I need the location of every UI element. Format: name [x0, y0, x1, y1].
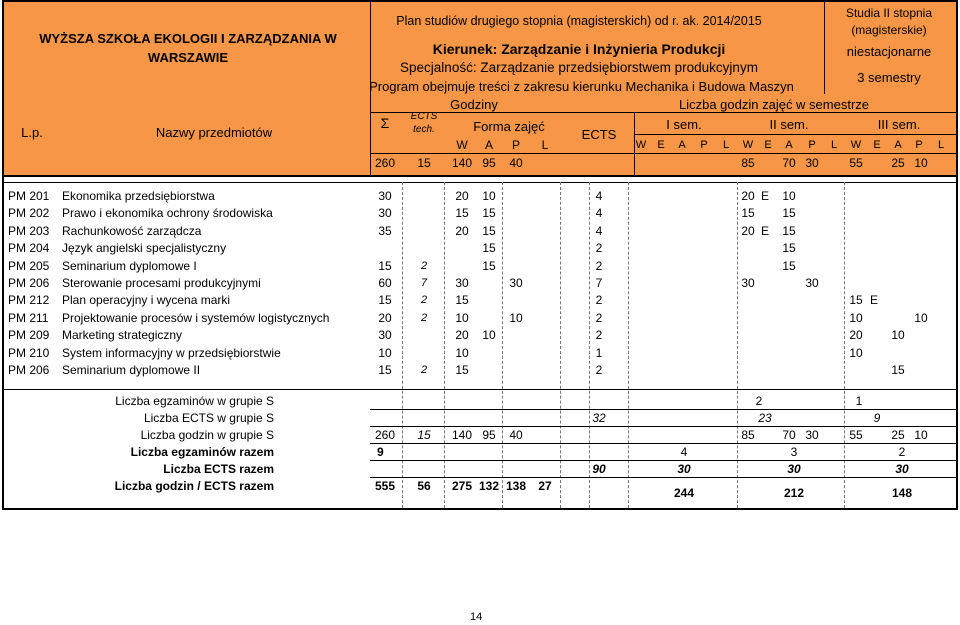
subject-sum: 30 [378, 189, 392, 203]
summary-value: 9 [377, 445, 384, 459]
subject-s1W: 15 [741, 206, 755, 221]
subject-tech: 2 [420, 294, 428, 307]
subject-tech: 2 [420, 364, 428, 376]
header-total-sum: 260 [374, 156, 396, 170]
subject-s1A: 15 [782, 258, 796, 273]
s2-E: E [764, 139, 772, 151]
subject-tech: 7 [420, 277, 428, 289]
subject-s2P: 30 [805, 276, 819, 290]
subject-W: 20 [455, 189, 469, 203]
liczba-semestrow: 3 semestry [857, 70, 921, 85]
summary-line [370, 426, 956, 427]
sigma-header: Σ [380, 115, 390, 131]
subject-A: 10 [482, 189, 496, 203]
subject-s3A: 15 [891, 363, 905, 377]
header-bottom-border [4, 175, 956, 177]
subject-s1A: 15 [782, 223, 796, 238]
subject-ects: 2 [595, 293, 603, 308]
subject-s1A: 15 [782, 206, 796, 221]
study-plan-sheet [2, 0, 958, 510]
godziny-header: Godziny [450, 97, 498, 112]
nazwy-header: Nazwy przedmiotów [155, 125, 273, 140]
summary-value: 15 [417, 428, 431, 442]
s1-P: P [700, 139, 708, 151]
subject-ects: 7 [595, 276, 603, 290]
summary-value: 10 [914, 428, 928, 442]
subject-s1A: 15 [782, 241, 796, 256]
subject-sum: 30 [378, 328, 392, 343]
summary-value: 148 [891, 486, 913, 500]
subject-A: 15 [482, 206, 496, 221]
summary-line [4, 389, 956, 390]
summary-line [370, 443, 956, 444]
forma-zajec-header: Forma zajęć [473, 119, 545, 134]
header-total-s2P: 30 [805, 156, 819, 170]
table-row [4, 310, 956, 328]
subject-code: PM 212 [8, 293, 50, 308]
header-total-W: 140 [451, 156, 473, 170]
summary-value: 27 [538, 479, 552, 493]
subject-W: 10 [455, 345, 469, 360]
table-row [4, 240, 956, 258]
summary-value: 85 [741, 428, 755, 442]
s2-W: W [742, 139, 754, 151]
school-name-line1: WYŻSZA SZKOŁA EKOLOGII I ZARZĄDZANIA W [39, 31, 337, 46]
subject-W: 20 [455, 328, 469, 343]
subject-s3W: 15 [849, 293, 863, 308]
table-row [4, 345, 956, 363]
header-line [824, 2, 825, 94]
summary-value: 244 [673, 486, 695, 500]
sem2-header: II sem. [769, 117, 809, 132]
subject-sum: 10 [378, 345, 392, 360]
summary-label: Liczba ECTS razem [163, 462, 274, 476]
summary-value: 23 [758, 411, 772, 425]
subject-sum: 35 [378, 223, 392, 238]
subject-A: 10 [482, 328, 496, 343]
subject-A: 15 [482, 241, 496, 256]
subject-name: Seminarium dyplomowe I [62, 258, 197, 273]
s3-P: P [915, 139, 923, 151]
ects-tech-header-2: tech. [413, 124, 435, 135]
sem1-header: I sem. [666, 117, 702, 132]
s3-L: L [937, 139, 945, 151]
s1-A: A [678, 139, 686, 151]
summary-value: 25 [891, 428, 905, 442]
subject-s1W: 20 [741, 189, 755, 203]
s2-L: L [830, 139, 838, 151]
header-total-s3W: 55 [849, 156, 863, 170]
subject-code: PM 206 [8, 276, 50, 290]
table-row [4, 205, 956, 223]
subject-name: Ekonomika przedsiębiorstwa [62, 189, 215, 203]
subject-code: PM 204 [8, 241, 50, 256]
summary-value: 555 [374, 479, 396, 493]
liczba-godzin-header: Liczba godzin zajęć w semestrze [678, 97, 870, 112]
subject-s1A: 10 [782, 189, 796, 203]
header-total-A: 95 [482, 156, 496, 170]
tryb-studiow: niestacjonarne [846, 44, 932, 59]
subject-name: Język angielski specjalistyczny [62, 241, 227, 256]
s2-P: P [808, 139, 816, 151]
summary-label: Liczba godzin w grupie S [140, 428, 274, 442]
subject-code: PM 209 [8, 328, 50, 343]
s3-E: E [873, 139, 881, 151]
subject-name: Projektowanie procesów i systemów logistycznych [62, 310, 330, 325]
subject-sum: 15 [378, 363, 392, 377]
summary-value: 2 [898, 445, 906, 459]
subject-name: Plan operacyjny i wycena marki [62, 293, 231, 308]
table-row [4, 223, 956, 241]
subject-tech: 2 [420, 259, 428, 272]
subject-s3W: 10 [849, 345, 863, 360]
summary-value: 138 [505, 479, 527, 493]
summary-value: 1 [855, 394, 863, 408]
forma-A: A [484, 138, 493, 152]
subject-sum: 30 [378, 206, 392, 221]
summary-label: Liczba ECTS w grupie S [143, 411, 274, 425]
specjalnosc-title: Specjalność: Zarządzanie przedsiębiorstwem produkcyjnym [400, 60, 758, 75]
kierunek-title: Kierunek: Zarządzanie i Inżynieria Produkcji [432, 41, 726, 57]
subject-ects: 2 [595, 241, 603, 256]
header-line [370, 2, 371, 175]
subject-s1W: 20 [741, 223, 755, 238]
summary-value: 212 [783, 486, 805, 500]
subject-ects: 4 [595, 206, 603, 221]
subject-ects: 2 [595, 258, 603, 273]
subject-sum: 15 [378, 293, 392, 308]
subject-code: PM 211 [8, 310, 49, 325]
subject-code: PM 201 [8, 189, 50, 203]
subject-code: PM 206 [8, 363, 50, 377]
summary-label: Liczba egzaminów w grupie S [115, 394, 274, 408]
subject-name: Sterowanie procesami produkcyjnymi [62, 276, 261, 290]
lp-header: L.p. [21, 125, 43, 140]
subject-W: 15 [455, 206, 469, 221]
summary-value: 90 [592, 462, 606, 476]
header-total-tech: 15 [417, 156, 431, 170]
summary-value: 40 [509, 428, 523, 442]
forma-P: P [511, 138, 520, 152]
subject-s3P: 10 [914, 310, 928, 325]
subject-W: 15 [455, 363, 469, 377]
subject-ects: 1 [595, 345, 603, 360]
ects-tech-header-1: ECTS [410, 111, 438, 122]
summary-line [370, 477, 956, 478]
summary-value: 140 [451, 428, 473, 442]
subject-ects: 4 [595, 189, 603, 203]
school-name-line2: WARSZAWIE [147, 50, 229, 65]
subject-s1E: E [760, 189, 769, 203]
subject-W: 10 [455, 310, 469, 325]
header-line [634, 112, 635, 175]
s3-W: W [850, 139, 862, 151]
summary-value: 30 [895, 462, 909, 476]
table-row [4, 188, 956, 206]
forma-L: L [541, 138, 549, 152]
summary-value: 275 [451, 479, 473, 493]
summary-value: 32 [592, 411, 606, 425]
studia-line1: Studia II stopnia [845, 6, 933, 20]
program-title: Program obejmuje treści z zakresu kierunku Mechanika i Budowa Maszyn [369, 79, 794, 94]
s1-L: L [722, 139, 730, 151]
header-total-s2A: 70 [782, 156, 796, 170]
header-line [4, 182, 956, 183]
subject-name: Seminarium dyplomowe II [62, 363, 201, 377]
subject-code: PM 202 [8, 206, 50, 221]
table-row [4, 275, 956, 293]
table-row [4, 258, 956, 276]
summary-line [370, 460, 956, 461]
subject-ects: 2 [595, 310, 603, 325]
subject-code: PM 203 [8, 223, 50, 238]
subject-s1E: E [760, 223, 769, 238]
subject-name: Prawo i ekonomika ochrony środowiska [62, 206, 273, 221]
header-total-s3P: 10 [914, 156, 928, 170]
header-total-s2W: 85 [741, 156, 755, 170]
header-total-P: 40 [509, 156, 523, 170]
subject-ects: 2 [595, 328, 603, 343]
subject-ects: 4 [595, 223, 603, 238]
s1-E: E [657, 139, 665, 151]
subject-s3A: 10 [891, 328, 905, 343]
summary-value: 132 [478, 479, 500, 493]
subject-A: 15 [482, 223, 496, 238]
header-line [634, 134, 956, 135]
page-number: 14 [470, 611, 483, 623]
ects-header: ECTS [581, 127, 617, 142]
table-row [4, 362, 956, 380]
summary-label: Liczba egzaminów razem [130, 445, 274, 459]
summary-value: 2 [755, 394, 763, 408]
subject-s3W: 10 [849, 310, 863, 325]
summary-value: 95 [482, 428, 496, 442]
subject-name: Rachunkowość zarządcza [62, 223, 202, 238]
header-line [370, 153, 956, 154]
summary-value: 4 [680, 445, 688, 459]
plan-title: Plan studiów drugiego stopnia (magisterskich) od r. ak. 2014/2015 [396, 14, 762, 28]
s1-W: W [635, 139, 647, 151]
summary-value: 30 [805, 428, 819, 442]
summary-line [370, 409, 956, 410]
subject-code: PM 205 [8, 258, 50, 273]
subject-W: 20 [455, 223, 469, 238]
summary-label: Liczba godzin / ECTS razem [114, 479, 274, 493]
summary-value: 56 [417, 479, 431, 493]
summary-value: 55 [849, 428, 863, 442]
subject-W: 30 [455, 276, 469, 290]
subject-A: 15 [482, 258, 496, 273]
header-line [370, 112, 956, 113]
summary-value: 260 [374, 428, 396, 442]
subject-sum: 20 [378, 310, 392, 325]
forma-W: W [456, 138, 468, 152]
header-total-s3A: 25 [891, 156, 905, 170]
summary-value: 30 [677, 462, 691, 476]
s2-A: A [785, 139, 793, 151]
subject-P: 10 [509, 310, 523, 325]
subject-P: 30 [509, 276, 523, 290]
subject-code: PM 210 [8, 345, 50, 360]
summary-value: 3 [790, 445, 798, 459]
s3-A: A [894, 139, 902, 151]
subject-tech: 2 [420, 311, 428, 324]
subject-s3E: E [869, 293, 878, 308]
subject-W: 15 [455, 293, 469, 308]
summary-value: 9 [873, 411, 881, 425]
subject-ects: 2 [595, 363, 603, 377]
subject-name: System informacyjny w przedsiębiorstwie [62, 345, 281, 360]
subject-sum: 15 [378, 258, 392, 273]
subject-name: Marketing strategiczny [62, 328, 183, 343]
summary-value: 30 [787, 462, 801, 476]
subject-sum: 60 [378, 276, 392, 290]
summary-value: 70 [782, 428, 796, 442]
subject-s2W: 30 [741, 276, 755, 290]
table-row [4, 327, 956, 345]
table-row [4, 292, 956, 310]
subject-s3W: 20 [849, 328, 863, 343]
sem3-header: III sem. [877, 117, 921, 132]
studia-line2: (magisterskie) [851, 23, 927, 37]
